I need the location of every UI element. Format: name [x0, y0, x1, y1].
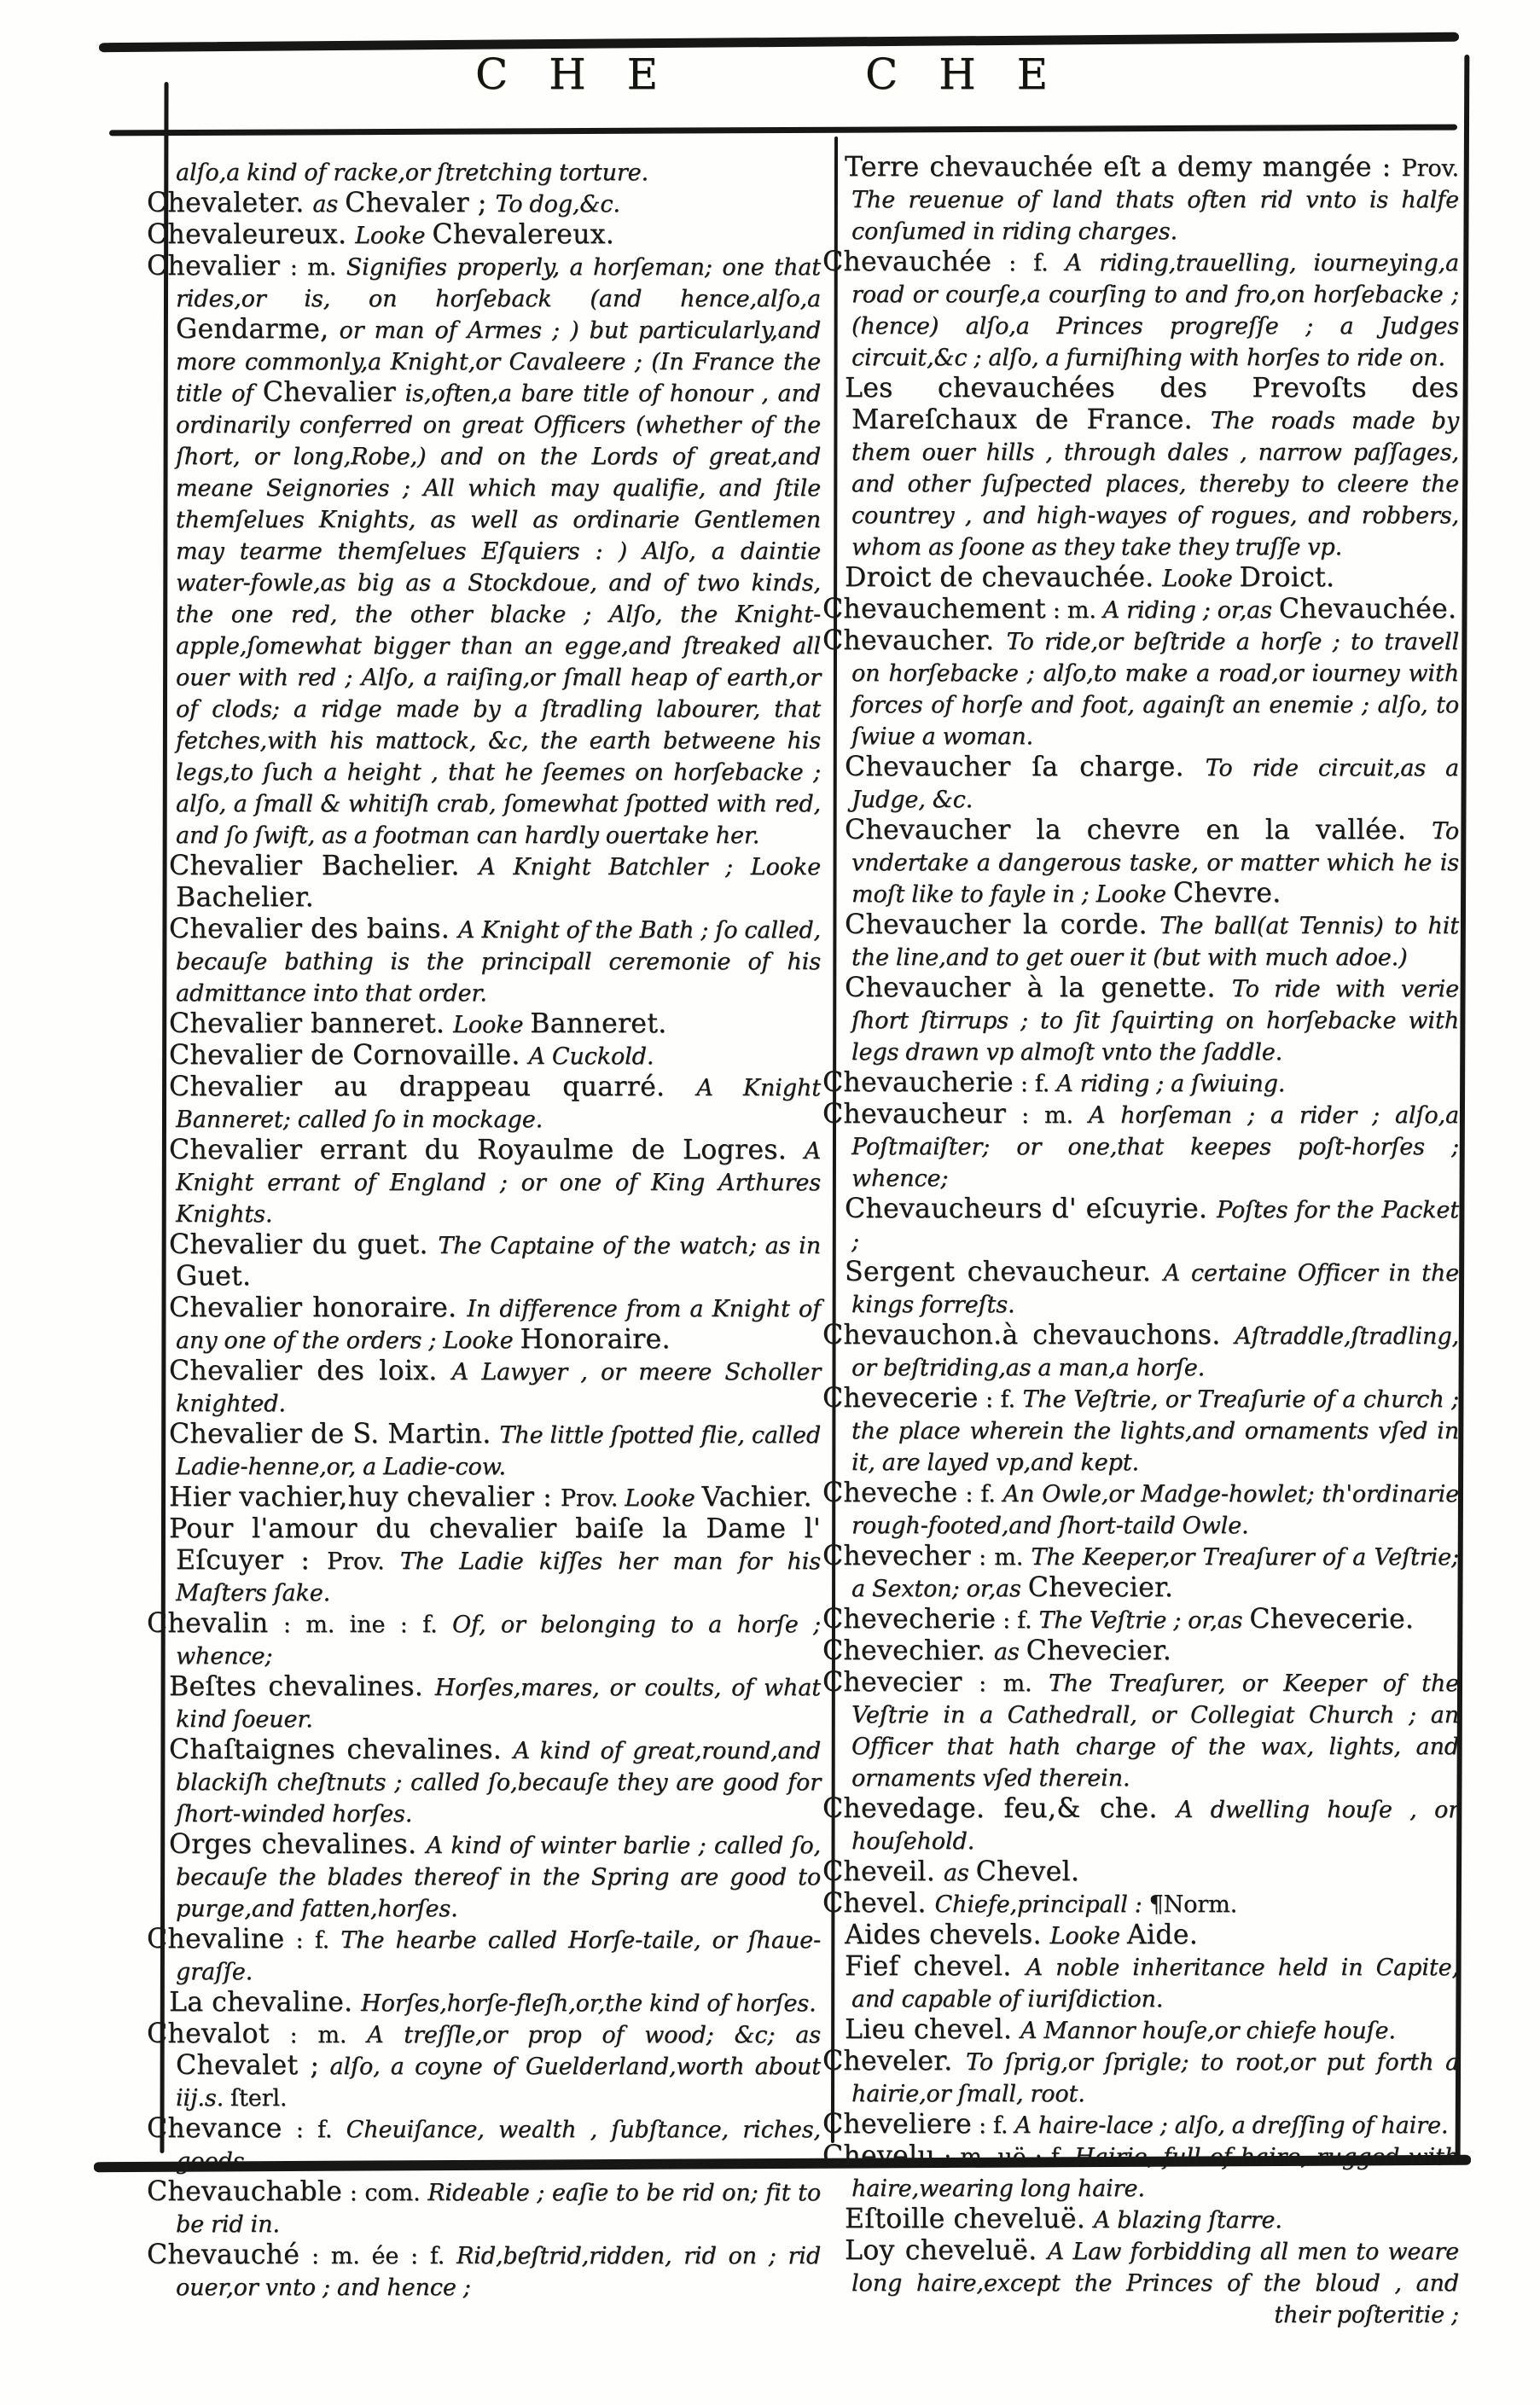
dictionary-entry [169, 1419, 821, 1483]
dictionary-entry [169, 1293, 821, 1356]
headword-text: Chevalier au drappeau quarré. [169, 1072, 697, 1102]
headword-text: Loy cheveluë. [845, 2235, 1048, 2266]
dictionary-entry [169, 851, 821, 915]
dictionary-entry [845, 562, 1459, 595]
headword-text: Chevauchon.à chevauchons. [822, 1320, 1235, 1351]
headword-text: Chevecher [822, 1541, 971, 1571]
headword-text: Chevaleureux. [147, 219, 356, 250]
grammar-tag-text: : m. [962, 1670, 1049, 1697]
dictionary-entry [147, 1924, 822, 1988]
dictionary-entry [147, 2239, 822, 2303]
headword-text: Chevaucher la chevre en la vallée. [845, 815, 1432, 845]
grammar-tag-text: : f. [957, 1481, 1003, 1507]
headword-text: Bachelier. [176, 882, 314, 913]
headword-text: Cheveil. [822, 1856, 944, 1887]
gloss-text: A Knight errant of England ; or one of King Arthures Knights. [176, 1138, 821, 1228]
dictionary-entry [822, 1793, 1460, 1857]
gloss-text: Of, or belonging to a horſe ; whence; [176, 1612, 821, 1670]
dictionary-entry [169, 1513, 821, 1609]
gloss-text: Hairie, full of haire, rugged with haire,wearing long haire. [851, 2144, 1459, 2202]
dictionary-entry [845, 2014, 1459, 2047]
headword-text: Les chevauchées des Prevoſts des Mareſchaux de France. [845, 373, 1459, 435]
grammar-tag-text: ¶Norm. [1148, 1891, 1238, 1918]
running-head-left: C H E [475, 49, 672, 99]
gloss-text: Looke [625, 1485, 702, 1512]
dictionary-entry [845, 1951, 1459, 2015]
headword-text: Chevecier. [1026, 1635, 1172, 1666]
gloss-text: To ride circuit,as a Judge, &c. [851, 755, 1460, 813]
grammar-tag-text: : f. [1013, 1071, 1057, 1097]
grammar-tag-text: : m. [1006, 1102, 1089, 1129]
gloss-text: Signifies properly, a horſeman; one that rides,or is, on horſeback (and hence,alſo,a [176, 254, 821, 312]
gloss-text: Poſtes for the Packet ; [851, 1197, 1459, 1255]
headword-text: Chevalier des bains. [169, 914, 458, 944]
headword-text: Chevauchée [822, 247, 992, 277]
headword-text: Chevecherie [822, 1604, 997, 1635]
dictionary-entry [147, 2019, 822, 2114]
grammar-tag-text: : f. [991, 250, 1066, 276]
dictionary-entry [147, 219, 821, 252]
header-divider-rule [109, 125, 1457, 137]
headword-text: Pour l'amour du chevalier baiſe la Dame l' Eſcuyer : [169, 1513, 821, 1576]
gloss-text: The Keeper,or Treaſurer of a Veſtrie; a Sexton; or,as [851, 1544, 1459, 1602]
headword-text: Chevalet ; [176, 2050, 320, 2081]
gloss-text: A haire-lace ; alſo, a dreſſing of haire. [1014, 2112, 1449, 2139]
dictionary-entry [845, 1257, 1460, 1321]
headword-text: Chaſtaignes chevalines. [169, 1734, 514, 1765]
gloss-text: To ſprig,or ſprigle; to root,or put forth a hairie,or ſmall, root. [851, 2049, 1459, 2107]
headword-text: Chevalier de Cornovaille. [169, 1040, 529, 1071]
gloss-text: A riding,trauelling, iourneying,a road or courſe,a courſing to and fro,on horſebacke ; (hence) alſo,a Princes progreſſe ; a Judges circuit,&c ; alſo, a furniſhing with horſes to ride on. [851, 250, 1460, 371]
gloss-text: The reuenue of land thats often rid vnto is halfe conſumed in riding charges. [851, 187, 1459, 245]
headword-text: Chevaucheur [822, 1099, 1007, 1130]
headword-text: Chevalier errant du Royaulme de Logres. [169, 1135, 805, 1165]
dictionary-entry [822, 1888, 1459, 1920]
grammar-tag-text: : f. [996, 1607, 1039, 1634]
gloss-text: The Ladie kiſſes her man for his Maſters ſake. [176, 1548, 821, 1606]
dictionary-entry [169, 1671, 822, 1735]
grammar-tag-text: : m. uë : f. [934, 2144, 1075, 2170]
dictionary-entry [147, 1608, 821, 1672]
headword-text: Lieu chevel. [845, 2014, 1020, 2045]
gloss-text: A Cuckold. [528, 1043, 654, 1070]
dictionary-entry [845, 2204, 1459, 2236]
dictionary-entry [147, 2176, 822, 2240]
grammar-tag-text: : m. ée : f. [299, 2243, 456, 2269]
gloss-text: Looke [1049, 1923, 1127, 1949]
headword-text: Chevecier [822, 1667, 962, 1698]
dictionary-entry [147, 188, 821, 220]
gloss-text: A blazing ſtarre. [1093, 2207, 1282, 2234]
dictionary-entry [822, 1099, 1459, 1194]
headword-text: Chevance [147, 2113, 282, 2144]
headword-text: Droict. [1239, 562, 1335, 593]
dictionary-entry [169, 1734, 821, 1830]
grammar-tag-text: : f. [282, 2117, 346, 2143]
gloss-text: A riding ; or,as [1102, 597, 1279, 624]
headword-text: Chevaucher. [822, 625, 1007, 656]
running-head-right: C H E [865, 49, 1062, 99]
headword-text: Chevel. [975, 1856, 1080, 1887]
dictionary-entry [169, 1229, 821, 1293]
grammar-tag-text: : f. [284, 1927, 341, 1954]
headword-text: Cheveche [822, 1478, 958, 1508]
dictionary-entry [169, 1356, 822, 1420]
dictionary-entry [822, 1383, 1459, 1478]
headword-text: Hier vachier,huy chevalier : [169, 1482, 561, 1513]
dictionary-entry [169, 1987, 821, 2019]
dictionary-entry [845, 373, 1459, 563]
gloss-text: as [993, 1639, 1026, 1665]
dictionary-entry [845, 909, 1459, 973]
gloss-text: Chiefe,principall : [934, 1891, 1149, 1918]
headword-text: Droict de chevauchée. [845, 562, 1163, 593]
gloss-text: The hearbe called Horſe-taile, or ſhaue-graſſe. [176, 1927, 822, 1985]
gloss-text: A riding ; a ſwiuing. [1056, 1071, 1286, 1097]
gloss-text: The Captaine of the watch; as in [438, 1233, 821, 1259]
column-left [147, 157, 822, 2303]
gloss-text: A kind of winter barlie ; called ſo, becauſe the blades thereof in the Spring are good to purge,and fatten,horſes. [176, 1833, 822, 1922]
headword-text: Chevre. [1172, 878, 1281, 909]
headword-text: Chevalier [147, 251, 281, 282]
headword-text: Guet. [176, 1261, 252, 1292]
gloss-text: Aſtraddle,ſtradling, or beſtriding,as a man,a horſe. [851, 1323, 1459, 1381]
headword-text: Chevauchée. [1278, 594, 1457, 624]
gloss-text: A Lawyer , or meere Scholler knighted. [176, 1359, 822, 1417]
grammar-tag-text: Prov. [560, 1485, 625, 1512]
headword-text: Chevaucherie [822, 1067, 1014, 1098]
grammar-tag-text: Prov. [327, 1548, 400, 1575]
gloss-text: A Knight Banneret; called ſo in mockage. [176, 1075, 822, 1133]
dictionary-entry [169, 1482, 821, 1514]
grammar-tag-text: : m. [269, 2022, 368, 2048]
headword-text: Chevechier. [822, 1635, 994, 1666]
headword-text: Chevalier de S. Martin. [169, 1419, 500, 1449]
headword-text: Chevecerie [822, 1383, 979, 1414]
gloss-text: Looke [355, 223, 433, 249]
headword-text: Chevedage. feu,& che. [822, 1793, 1177, 1824]
dictionary-entry [169, 1829, 822, 1925]
gloss-text: Horſes,mares, or coults, of what kind ſoeuer. [176, 1675, 822, 1733]
headword-text: Fief chevel. [845, 1951, 1026, 1982]
headword-text: La chevaline. [169, 1987, 362, 2018]
dictionary-entry [169, 1008, 821, 1041]
gloss-text: A dwelling houſe , or houſehold. [851, 1797, 1460, 1855]
gloss-text: is,often,a bare title of honour , and ordinarily conferred on great Officers (whether of the ſhort, or long,Robe,) and on the Lords of great,and meane Seignories ; All which may qualifie, and ſtile themſelues Knights, as well as ordinarie Gentlemen may tearme themſelues Eſquiers : ) Alſo, a daintie water-fowle,as big as a Stockdoue, and of two kinds, the one red, the other blacke ; Alſo, the Knight-apple,ſomewhat bigger than an egge,and ſtreaked all ouer with red ; Alſo, a raiſing,or ſmall heap of earth,or of clods; a ridge made by a ſtradling labourer, that fetches,with his mattock, &c, the earth betweene his legs,to ſuch a height , that he ſeemes on horſebacke ; alſo, a ſmall & whitiſh crab, ſomewhat ſpotted with red, and ſo ſwift, as a footman can hardly ouertake her. [176, 381, 821, 849]
headword-text: Aide. [1126, 1920, 1199, 1950]
dictionary-entry [822, 2141, 1459, 2205]
headword-text: Vachier. [701, 1482, 812, 1513]
gloss-text: A Knight of the Bath ; ſo called, becauſe bathing is the principall ceremonie of his admittance into that order. [176, 917, 822, 1007]
grammar-tag-text: : m. [1045, 597, 1103, 624]
headword-text: Honoraire. [520, 1324, 671, 1355]
headword-text: Chevalot [147, 2019, 270, 2049]
gloss-text: The Veſtrie ; or,as [1038, 1607, 1250, 1634]
grammar-tag-text: : m. ine : f. [268, 1612, 452, 1638]
gloss-text: To ride with verie ſhort ſtirrups ; to ſit ſquirting on horſebacke with legs drawn vp almoſt vnto the ſaddle. [851, 976, 1459, 1066]
column-right [822, 152, 1460, 2331]
dictionary-entry [822, 1320, 1459, 1384]
dictionary-entry [169, 1040, 821, 1072]
headword-text: Cheveler. [822, 2046, 966, 2077]
gloss-text: or man of Armes ; ) but particularly,and more commonly,a Knight,or Cavaleere ; (In France the title of [176, 317, 821, 407]
dictionary-entry [147, 2113, 822, 2177]
gloss-text: To ride,or beſtride a horſe ; to travell on horſebacke ; alſo,to make a road,or iourney with forces of horſe and foot, againſt an enemie ; alſo, to ſwiue a woman. [851, 629, 1460, 750]
left-border-rule [160, 82, 168, 2153]
gloss-text: A kind of great,round,and blackiſh cheſtnuts ; called ſo,becauſe they are good for ſhort-winded horſes. [176, 1738, 821, 1827]
headword-text: Chevalin [147, 1608, 269, 1639]
dictionary-entry [845, 1920, 1459, 1952]
dictionary-entry [822, 247, 1460, 374]
dictionary-entry [176, 157, 821, 189]
gloss-text: To vndertake a dangerous taske, or matter which he is moſt like to fayle in ; Looke [851, 818, 1459, 908]
dictionary-entry [822, 1635, 1459, 1668]
dictionary-entry [169, 914, 822, 1009]
grammar-tag-text: : m. [970, 1544, 1032, 1571]
dictionary-entry [822, 1478, 1459, 1542]
headword-text: Chevaler ; [345, 188, 496, 218]
headword-text: Orges chevalines. [169, 1829, 427, 1860]
headword-text: Chevel. [822, 1888, 935, 1919]
grammar-tag-text: : m. [280, 254, 346, 281]
gloss-text: A Knight Batchler ; Looke [479, 854, 821, 880]
dictionary-entry [822, 625, 1460, 752]
column-divider-rule [831, 137, 838, 2143]
gloss-text: The little ſpotted flie, called Ladie-henne,or, a Ladie-cow. [176, 1422, 821, 1480]
gloss-text: In difference from a Knight of any one of the orders ; Looke [176, 1296, 821, 1354]
gloss-text: Looke [453, 1012, 531, 1038]
headword-text: Chevauchable [147, 2176, 343, 2207]
headword-text: Chevalier du guet. [169, 1229, 439, 1260]
dictionary-entry [845, 815, 1459, 910]
gloss-text: Horſes,horſe-fleſh,or,the kind of horſes. [361, 1990, 816, 2017]
dictionary-entry [822, 1541, 1459, 1605]
dictionary-entry [822, 594, 1459, 626]
gloss-text: A certaine Officer in the kings forreſts. [851, 1260, 1460, 1318]
headword-text: Chevaline [147, 1924, 285, 1955]
dictionary-entry [845, 973, 1459, 1068]
headword-text: Chevalereux. [432, 219, 615, 250]
gloss-text: Rid,beſtrid,ridden, rid on ; rid ouer,or vnto ; and hence ; [176, 2243, 822, 2301]
headword-text: Chevecier. [1027, 1572, 1174, 1603]
headword-text: Chevelu [822, 2141, 935, 2171]
dictionary-entry [169, 1135, 821, 1230]
dictionary-entry [822, 1856, 1459, 1889]
headword-text: Terre chevauchée eſt a demy mangée : [845, 152, 1402, 183]
gloss-text: An Owle,or Madge-howlet; th'ordinarie rough-footed,and ſhort-taild Owle. [851, 1481, 1459, 1539]
gloss-text: A Mannor houſe,or chiefe houſe. [1020, 2018, 1396, 2044]
headword-text: Aides chevels. [845, 1920, 1050, 1950]
headword-text: Chevaucher ſa charge. [845, 752, 1206, 782]
gloss-text: The roads made by them ouer hills , through dales , narrow paſſages, and other ſuſpected places, thereby to cleere the countrey , and high-wayes of rogues, and robbers, whom as ſoone as they take they truſſe vp. [851, 408, 1459, 561]
headword-text: Chevauchement [822, 594, 1046, 624]
headword-text: Chevalier banneret. [169, 1008, 454, 1039]
dictionary-entry [147, 251, 821, 851]
grammar-tag-text: : f. [971, 2112, 1015, 2139]
gloss-text: Looke [1162, 566, 1240, 592]
gloss-text: A Law forbidding all men to weare long haire,except the Princes of the bloud , and their poſteritie ; [851, 2239, 1459, 2328]
gloss-text: Cheuiſance, wealth , ſubſtance, riches, goods. [176, 2117, 822, 2175]
headword-text: Chevalier honoraire. [169, 1293, 468, 1323]
top-border-rule [99, 32, 1459, 53]
headword-text: Cheveliere [822, 2109, 972, 2140]
gloss-text: A treſſle,or prop of wood; &c; as [367, 2022, 821, 2048]
gloss-text: A horſeman ; a rider ; alſo,a Poſtmaiſter; or one,that keepes poſt-horſes ; whence; [851, 1102, 1459, 1192]
gloss-text: To dog,&c. [495, 191, 620, 218]
gloss-text: as [312, 191, 346, 218]
gloss-text: The Treaſurer, or Keeper of the Veſtrie in a Cathedrall, or Collegiat Church ; an Officer that hath charge of the wax, lights, and ornaments vſed therein. [851, 1670, 1459, 1792]
grammar-tag-text: ſterl. [230, 2085, 288, 2112]
dictionary-entry [845, 2235, 1459, 2331]
grammar-tag-text: : f. [978, 1386, 1023, 1413]
headword-text: Chevalier des loix. [169, 1356, 452, 1386]
dictionary-entry [822, 2109, 1459, 2141]
headword-text: Chevalier [262, 377, 396, 408]
gloss-text: The Veſtrie, or Treaſurie of a church ; the place wherein the lights,and ornaments vſed in it, are layed vp,and kept. [851, 1386, 1459, 1476]
headword-text: Beſtes chevalines. [169, 1671, 435, 1702]
dictionary-entry [845, 152, 1459, 247]
grammar-tag-text: : com. [342, 2180, 428, 2206]
dictionary-entry [845, 752, 1460, 816]
dictionary-entry [822, 1067, 1459, 1100]
gloss-text: A noble inheritance held in Capite, and capable of iuriſdiction. [851, 1955, 1459, 2013]
headword-text: Chevaucher à la genette. [845, 973, 1232, 1003]
grammar-tag-text: Prov. [1401, 155, 1459, 182]
headword-text: Chevecerie. [1249, 1604, 1415, 1635]
gloss-text: The ball(at Tennis) to hit the line,and to get ouer it (but with much adoe.) [851, 913, 1459, 971]
headword-text: Chevaucher la corde. [845, 909, 1160, 940]
gloss-text: Rideable ; eaſie to be rid on; fit to be rid in. [176, 2180, 822, 2238]
headword-text: Eſtoille cheveluë. [845, 2204, 1094, 2234]
dictionary-entry [822, 1667, 1459, 1794]
gloss-text: alſo, a coyne of Guelderland,worth about iij.s. [176, 2054, 822, 2112]
headword-text: Chevauché [147, 2239, 300, 2270]
headword-text: Banneret. [530, 1008, 667, 1039]
dictionary-entry [822, 2046, 1459, 2110]
headword-text: Chevalier Bachelier. [169, 851, 479, 881]
dictionary-entry [822, 1604, 1459, 1636]
dictionary-entry [169, 1072, 822, 1136]
headword-text: Chevaucheurs d' eſcuyrie. [845, 1194, 1217, 1224]
headword-text: Gendarme, [176, 314, 329, 345]
gloss-text: alſo,a kind of racke,or ſtretching torture. [176, 160, 649, 186]
headword-text: Sergent chevaucheur. [845, 1257, 1164, 1287]
gloss-text: as [943, 1860, 976, 1886]
dictionary-entry [845, 1194, 1459, 1258]
headword-text: Chevaleter. [147, 188, 313, 218]
